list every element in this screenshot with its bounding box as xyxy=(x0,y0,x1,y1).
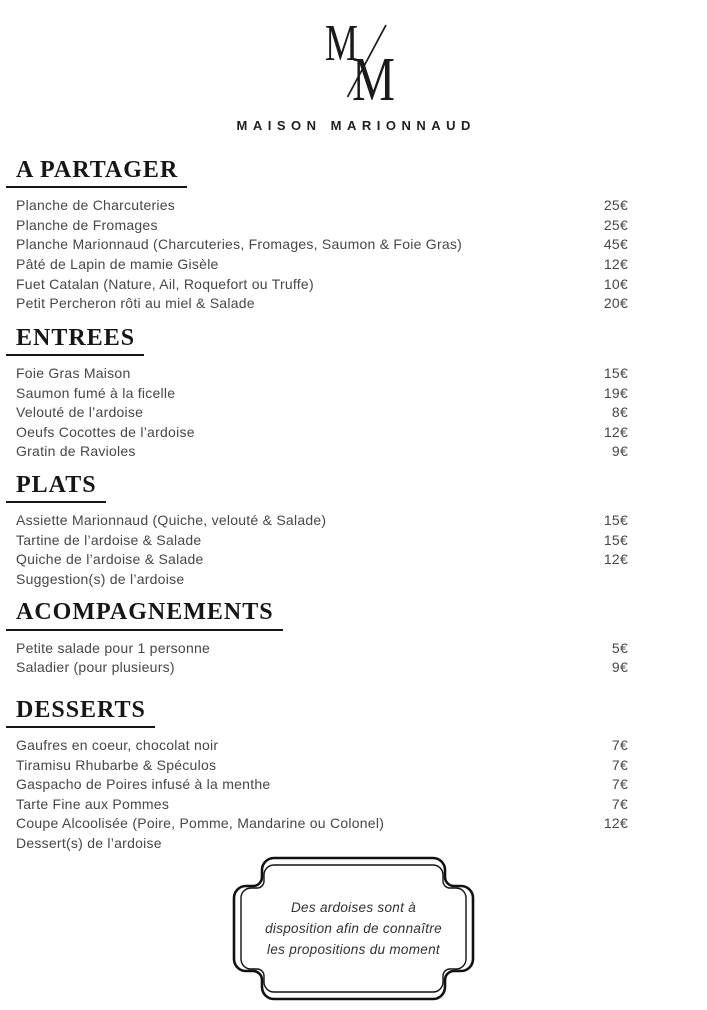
menu-item-row xyxy=(16,570,628,590)
menu-item-row xyxy=(16,795,628,815)
menu-item-row xyxy=(16,294,628,314)
dish-price: 20€ xyxy=(603,295,628,312)
dish-price: 7€ xyxy=(611,737,628,754)
dish-name: Foie Gras Maison xyxy=(16,364,131,381)
note-line: les propositions du moment xyxy=(267,941,440,957)
dish-list xyxy=(16,511,628,589)
dish-name: Quiche de l’ardoise & Salade xyxy=(16,551,204,568)
dish-name: Fuet Catalan (Nature, Ail, Roquefort ou Truffe) xyxy=(16,275,314,292)
dish-name: Velouté de l’ardoise xyxy=(16,404,144,421)
dish-name: Planche de Charcuteries xyxy=(16,197,176,214)
menu-item-row xyxy=(16,639,628,659)
menu-section-desserts xyxy=(16,698,628,854)
dish-list xyxy=(16,364,628,462)
menu-item-row xyxy=(16,550,628,570)
section-title: ACOMPAGNEMENTS xyxy=(6,600,283,630)
dish-name: Dessert(s) de l’ardoise xyxy=(16,835,162,851)
dish-name: Tarte Fine aux Pommes xyxy=(16,795,170,812)
dish-price: 10€ xyxy=(603,275,628,292)
monogram-letter-top: M xyxy=(324,15,358,72)
menu-item-row xyxy=(16,736,628,756)
dish-price: 25€ xyxy=(603,197,628,214)
menu-item-row xyxy=(16,384,628,404)
dish-name: Tiramisu Rhubarbe & Spéculos xyxy=(16,756,217,773)
menu-item-row xyxy=(16,834,628,854)
menu-item-row xyxy=(16,235,628,255)
dish-price: 19€ xyxy=(603,384,628,401)
dish-price: 5€ xyxy=(611,639,628,656)
dish-price: 7€ xyxy=(611,756,628,773)
section-title: PLATS xyxy=(6,473,106,503)
dish-price: 12€ xyxy=(603,815,628,832)
menu-content xyxy=(16,158,628,854)
menu-item-row xyxy=(16,255,628,275)
menu-item-row xyxy=(16,775,628,795)
dish-list xyxy=(16,639,628,678)
menu-item-row xyxy=(16,403,628,423)
dish-name: Planche de Fromages xyxy=(16,216,158,233)
menu-page xyxy=(0,10,707,1010)
dish-name: Pâté de Lapin de mamie Gisèle xyxy=(16,255,219,272)
menu-section-acompagnements xyxy=(16,600,628,677)
menu-section-a-partager xyxy=(16,158,628,314)
dish-name: Gratin de Ravioles xyxy=(16,443,136,460)
section-title: A PARTAGER xyxy=(6,158,187,188)
menu-item-row xyxy=(16,658,628,678)
dish-price: 15€ xyxy=(603,364,628,381)
note-line: Des ardoises sont à xyxy=(290,899,416,915)
menu-section-plats xyxy=(16,473,628,590)
dish-name: Tartine de l’ardoise & Salade xyxy=(16,531,202,548)
dish-price: 9€ xyxy=(611,443,628,460)
section-title: ENTREES xyxy=(6,326,144,356)
dish-name: Suggestion(s) de l’ardoise xyxy=(16,570,185,587)
menu-item-row xyxy=(16,814,628,834)
dish-name: Assiette Marionnaud (Quiche, velouté & Salade) xyxy=(16,512,327,529)
note-frame xyxy=(232,856,475,1001)
dish-price: 12€ xyxy=(603,423,628,440)
dish-price: 8€ xyxy=(611,404,628,421)
menu-item-row xyxy=(16,196,628,216)
dish-name: Gaufres en coeur, chocolat noir xyxy=(16,737,219,754)
dish-name: Petit Percheron rôti au miel & Salade xyxy=(16,295,255,312)
dish-name: Coupe Alcoolisée (Poire, Pomme, Mandarine ou Colonel) xyxy=(16,815,385,832)
menu-item-row xyxy=(16,531,628,551)
dish-list xyxy=(16,736,628,854)
brand-header xyxy=(0,10,707,133)
menu-item-row xyxy=(16,216,628,236)
dish-price: 45€ xyxy=(603,236,628,253)
dish-price: 7€ xyxy=(611,776,628,793)
menu-item-row xyxy=(16,275,628,295)
dish-price: 15€ xyxy=(603,531,628,548)
menu-item-row xyxy=(16,364,628,384)
ardoise-note xyxy=(232,856,475,1001)
dish-name: Gaspacho de Poires infusé à la menthe xyxy=(16,776,271,793)
dish-price: 7€ xyxy=(611,795,628,812)
dish-price: 12€ xyxy=(603,551,628,568)
menu-item-row xyxy=(16,442,628,462)
brand-name: MAISON MARIONNAUD xyxy=(236,118,476,133)
dish-list xyxy=(16,196,628,314)
menu-item-row xyxy=(16,756,628,776)
dish-name: Saumon fumé à la ficelle xyxy=(16,384,176,401)
dish-name: Petite salade pour 1 personne xyxy=(16,639,211,656)
menu-item-row xyxy=(16,511,628,531)
dish-price: 25€ xyxy=(603,216,628,233)
dish-price: 12€ xyxy=(603,255,628,272)
dish-price: 15€ xyxy=(603,512,628,529)
dish-name: Oeufs Cocottes de l’ardoise xyxy=(16,423,195,440)
dish-price: 9€ xyxy=(611,659,628,676)
section-title: DESSERTS xyxy=(6,698,155,728)
monogram-letter-bottom: M xyxy=(351,46,395,105)
menu-section-entrees xyxy=(16,326,628,462)
dish-name: Saladier (pour plusieurs) xyxy=(16,659,175,676)
brand-monogram-logo xyxy=(299,10,409,105)
menu-item-row xyxy=(16,423,628,443)
dish-name: Planche Marionnaud (Charcuteries, Fromages, Saumon & Foie Gras) xyxy=(16,236,463,253)
note-line: disposition afin de connaître xyxy=(265,920,442,936)
